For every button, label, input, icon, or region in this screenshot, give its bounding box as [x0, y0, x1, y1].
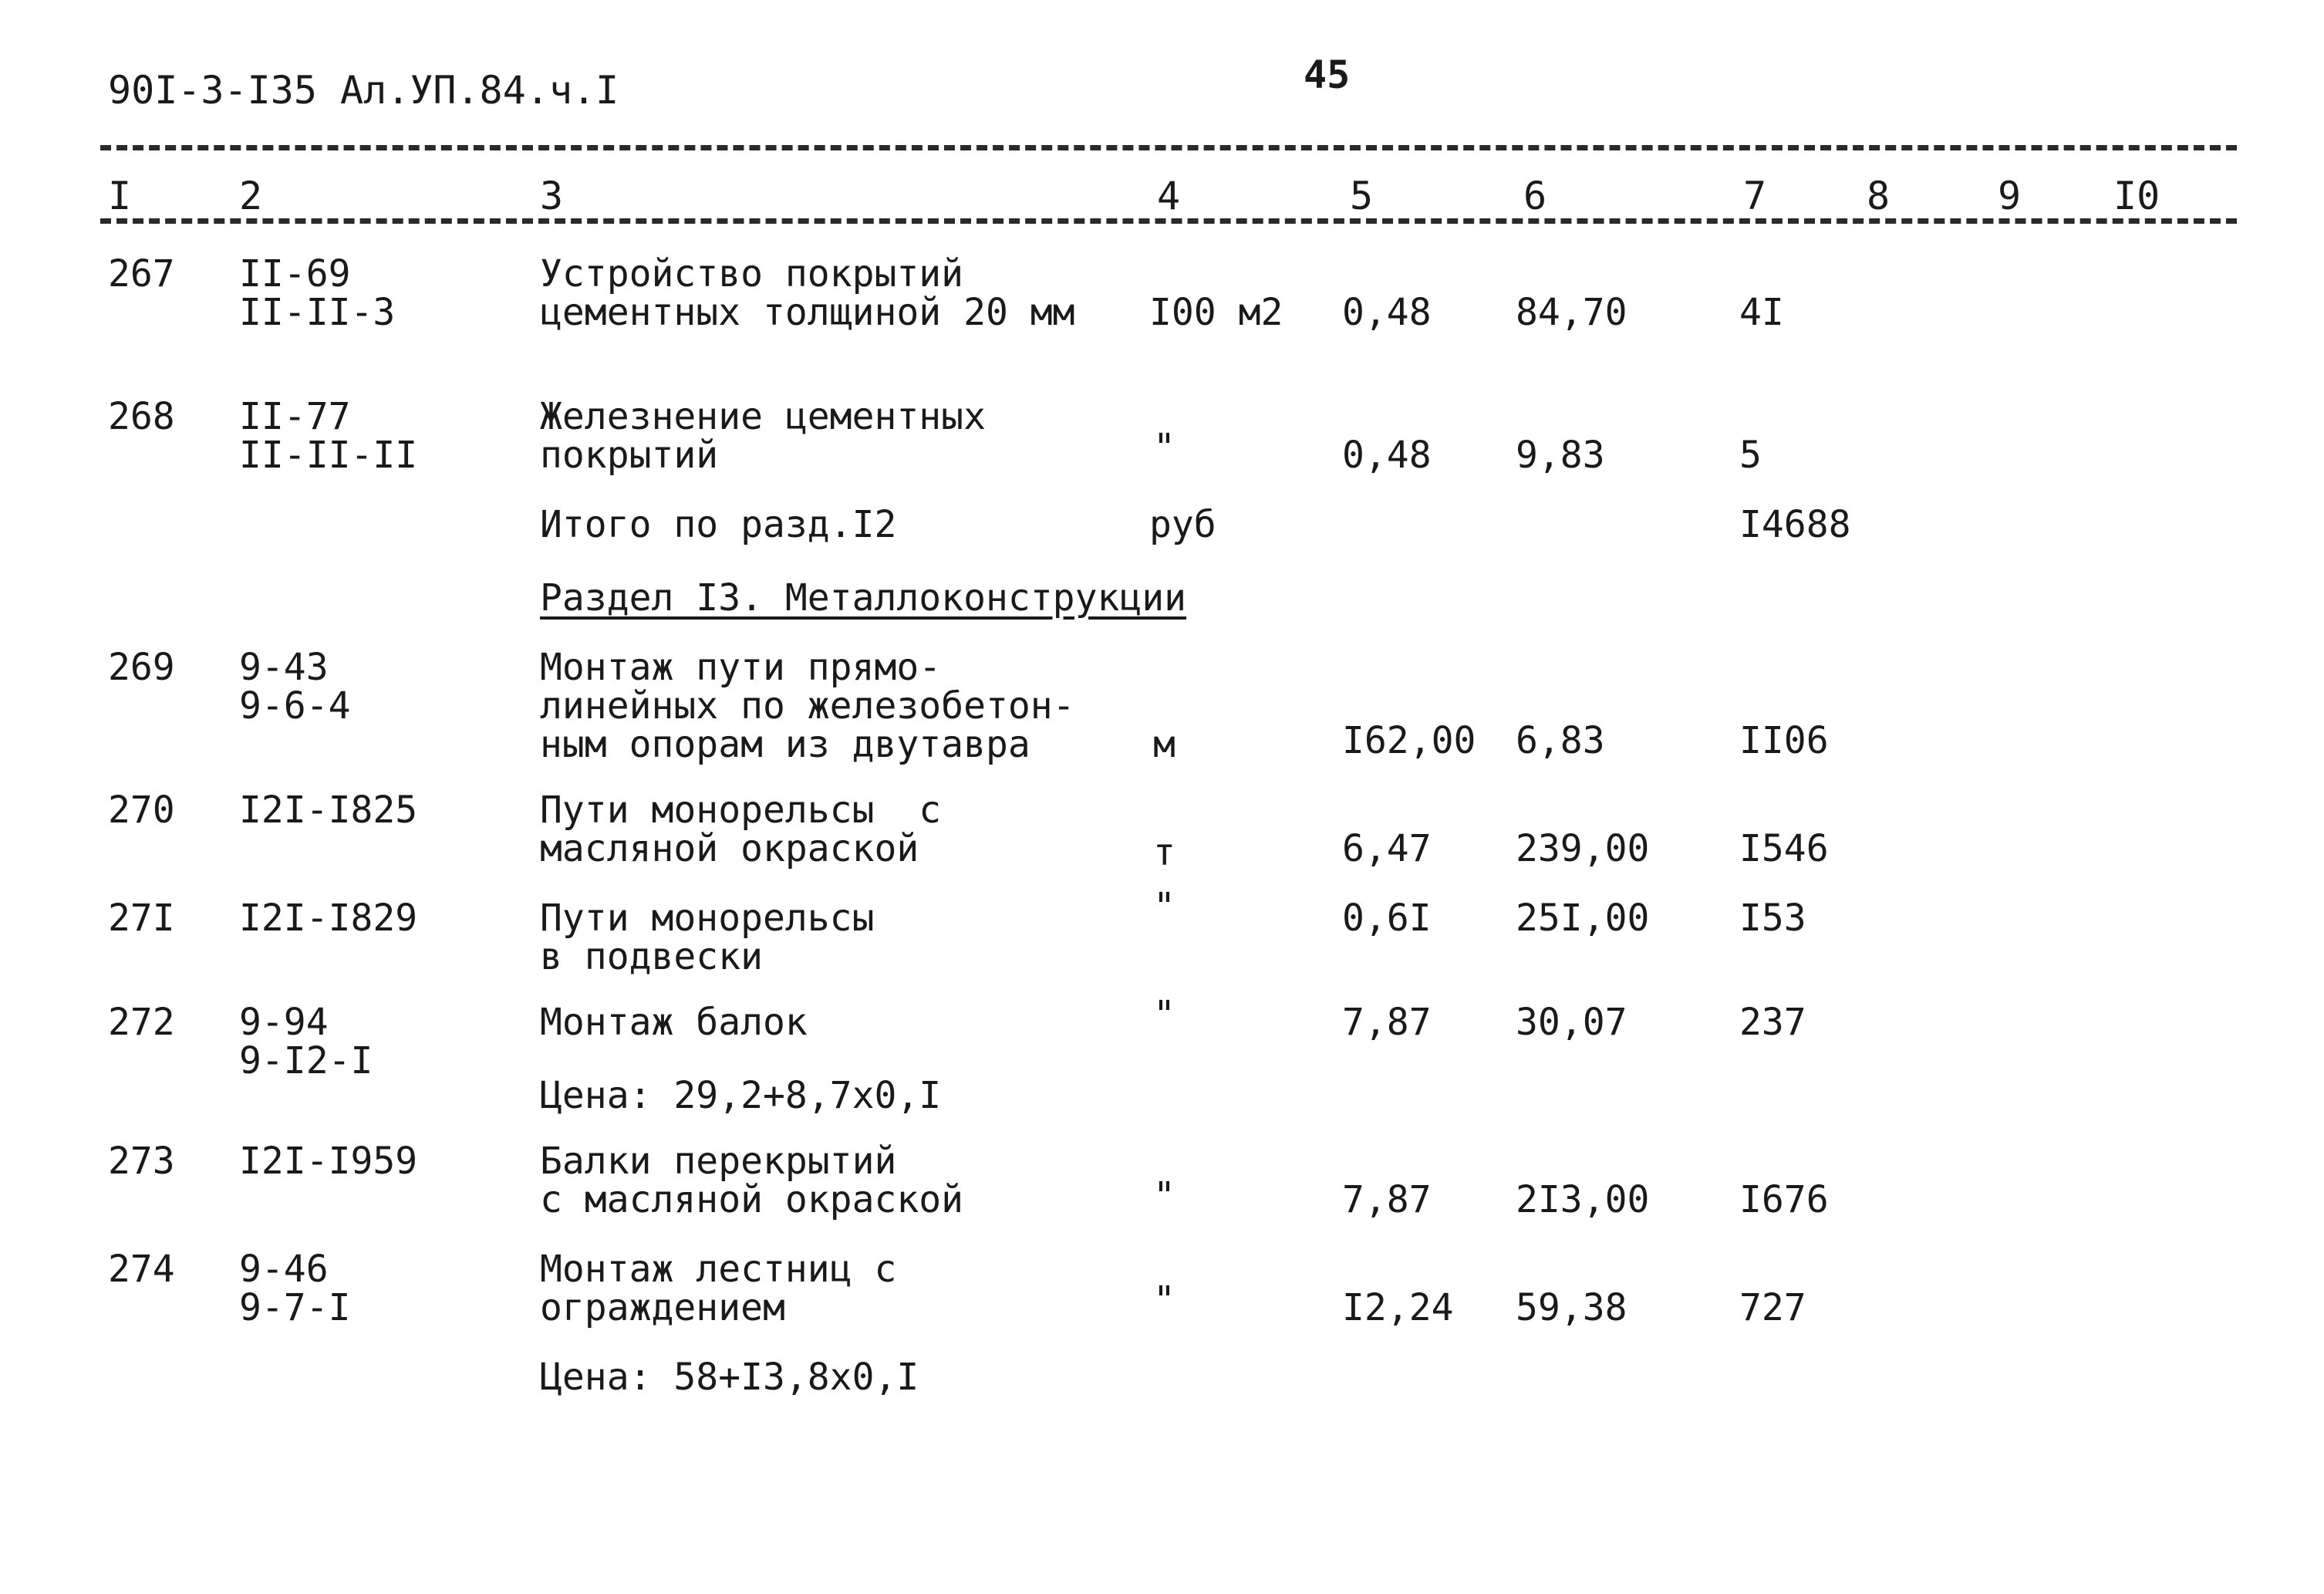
row-total: 4I: [1739, 291, 1784, 334]
row-total: II06: [1739, 719, 1829, 762]
row-code: I2I-I959: [239, 1140, 418, 1183]
row-code: 9-43 9-6-4: [239, 646, 351, 728]
row-description: Пути монорельсы в подвески: [540, 897, 875, 978]
row-unit: т: [1153, 831, 1175, 874]
row-price: 59,38: [1516, 1286, 1627, 1329]
row-quantity: 6,47: [1342, 827, 1432, 870]
price-formula: Цена: 58+I3,8x0,I: [540, 1356, 919, 1399]
document-code: 90I-3-I35 Ал.УП.84.ч.I: [108, 68, 619, 113]
row-number: 272: [108, 1001, 175, 1044]
top-dashed-rule: [100, 145, 2237, 150]
column-header-4: 4: [1157, 174, 1181, 218]
row-total: 5: [1739, 434, 1762, 477]
row-price: 30,07: [1516, 1001, 1627, 1044]
column-header-5: 5: [1350, 174, 1374, 218]
column-header-3: 3: [540, 174, 564, 218]
subtotal-total: I4688: [1739, 503, 1851, 546]
row-number: 27I: [108, 897, 175, 940]
row-code: II-77 II-II-II: [239, 395, 418, 477]
row-quantity: 0,48: [1342, 291, 1432, 334]
column-header-7: 7: [1743, 174, 1767, 218]
row-number: 267: [108, 252, 175, 295]
row-price: 239,00: [1516, 827, 1650, 870]
row-unit: ": [1153, 1278, 1175, 1322]
row-quantity: 0,6I: [1342, 897, 1432, 940]
row-total: I53: [1739, 897, 1806, 940]
row-quantity: 0,48: [1342, 434, 1432, 477]
row-quantity: 7,87: [1342, 1001, 1432, 1044]
row-quantity: I2,24: [1342, 1286, 1454, 1329]
row-unit: ": [1153, 426, 1175, 469]
row-description: Пути монорельсы с масляной окраской: [540, 789, 942, 870]
column-header-6: 6: [1523, 174, 1547, 218]
row-unit: ": [1153, 993, 1175, 1036]
row-description: Устройство покрытий цементных толщиной 20 мм: [540, 252, 1075, 334]
row-total: I546: [1739, 827, 1829, 870]
row-description: Балки перекрытий с масляной окраской: [540, 1140, 964, 1221]
row-description: Монтаж пути прямо- линейных по железобетон- ным опорам из двутавра: [540, 646, 1075, 766]
row-unit: ": [1153, 885, 1175, 928]
row-quantity: I62,00: [1342, 719, 1476, 762]
row-total: 727: [1739, 1286, 1806, 1329]
column-header-8: 8: [1867, 174, 1891, 218]
row-code: 9-94 9-I2-I: [239, 1001, 373, 1082]
row-price: 25I,00: [1516, 897, 1650, 940]
column-header-2: 2: [239, 174, 263, 218]
row-number: 273: [108, 1140, 175, 1183]
row-description: Монтаж балок: [540, 1001, 808, 1044]
row-description: Железнение цементных покрытий: [540, 395, 986, 477]
row-price: 2I3,00: [1516, 1178, 1650, 1221]
row-total: 237: [1739, 1001, 1806, 1044]
row-description: Монтаж лестниц с ограждением: [540, 1248, 897, 1329]
row-price: 6,83: [1516, 719, 1605, 762]
column-header-9: 9: [1998, 174, 2022, 218]
row-code: 9-46 9-7-I: [239, 1248, 351, 1329]
row-code: II-69 II-II-3: [239, 252, 396, 334]
row-price: 9,83: [1516, 434, 1605, 477]
row-unit: м: [1153, 723, 1175, 766]
price-formula: Цена: 29,2+8,7x0,I: [540, 1074, 942, 1117]
column-header-1: I: [108, 174, 132, 218]
section-heading: Раздел I3. Металлоконструкции: [540, 576, 1187, 620]
subtotal-label: Итого по разд.I2: [540, 503, 897, 546]
row-unit: ": [1153, 1174, 1175, 1217]
row-number: 274: [108, 1248, 175, 1291]
row-total: I676: [1739, 1178, 1829, 1221]
row-code: I2I-I825: [239, 789, 418, 832]
row-unit: I00 м2: [1149, 291, 1283, 334]
column-header-10: I0: [2113, 174, 2160, 218]
row-number: 268: [108, 395, 175, 438]
row-price: 84,70: [1516, 291, 1627, 334]
row-code: I2I-I829: [239, 897, 418, 940]
row-number: 269: [108, 646, 175, 689]
row-quantity: 7,87: [1342, 1178, 1432, 1221]
subtotal-unit: руб: [1149, 503, 1216, 546]
row-number: 270: [108, 789, 175, 832]
page-number: 45: [1304, 52, 1351, 97]
header-dashed-rule: [100, 218, 2237, 224]
